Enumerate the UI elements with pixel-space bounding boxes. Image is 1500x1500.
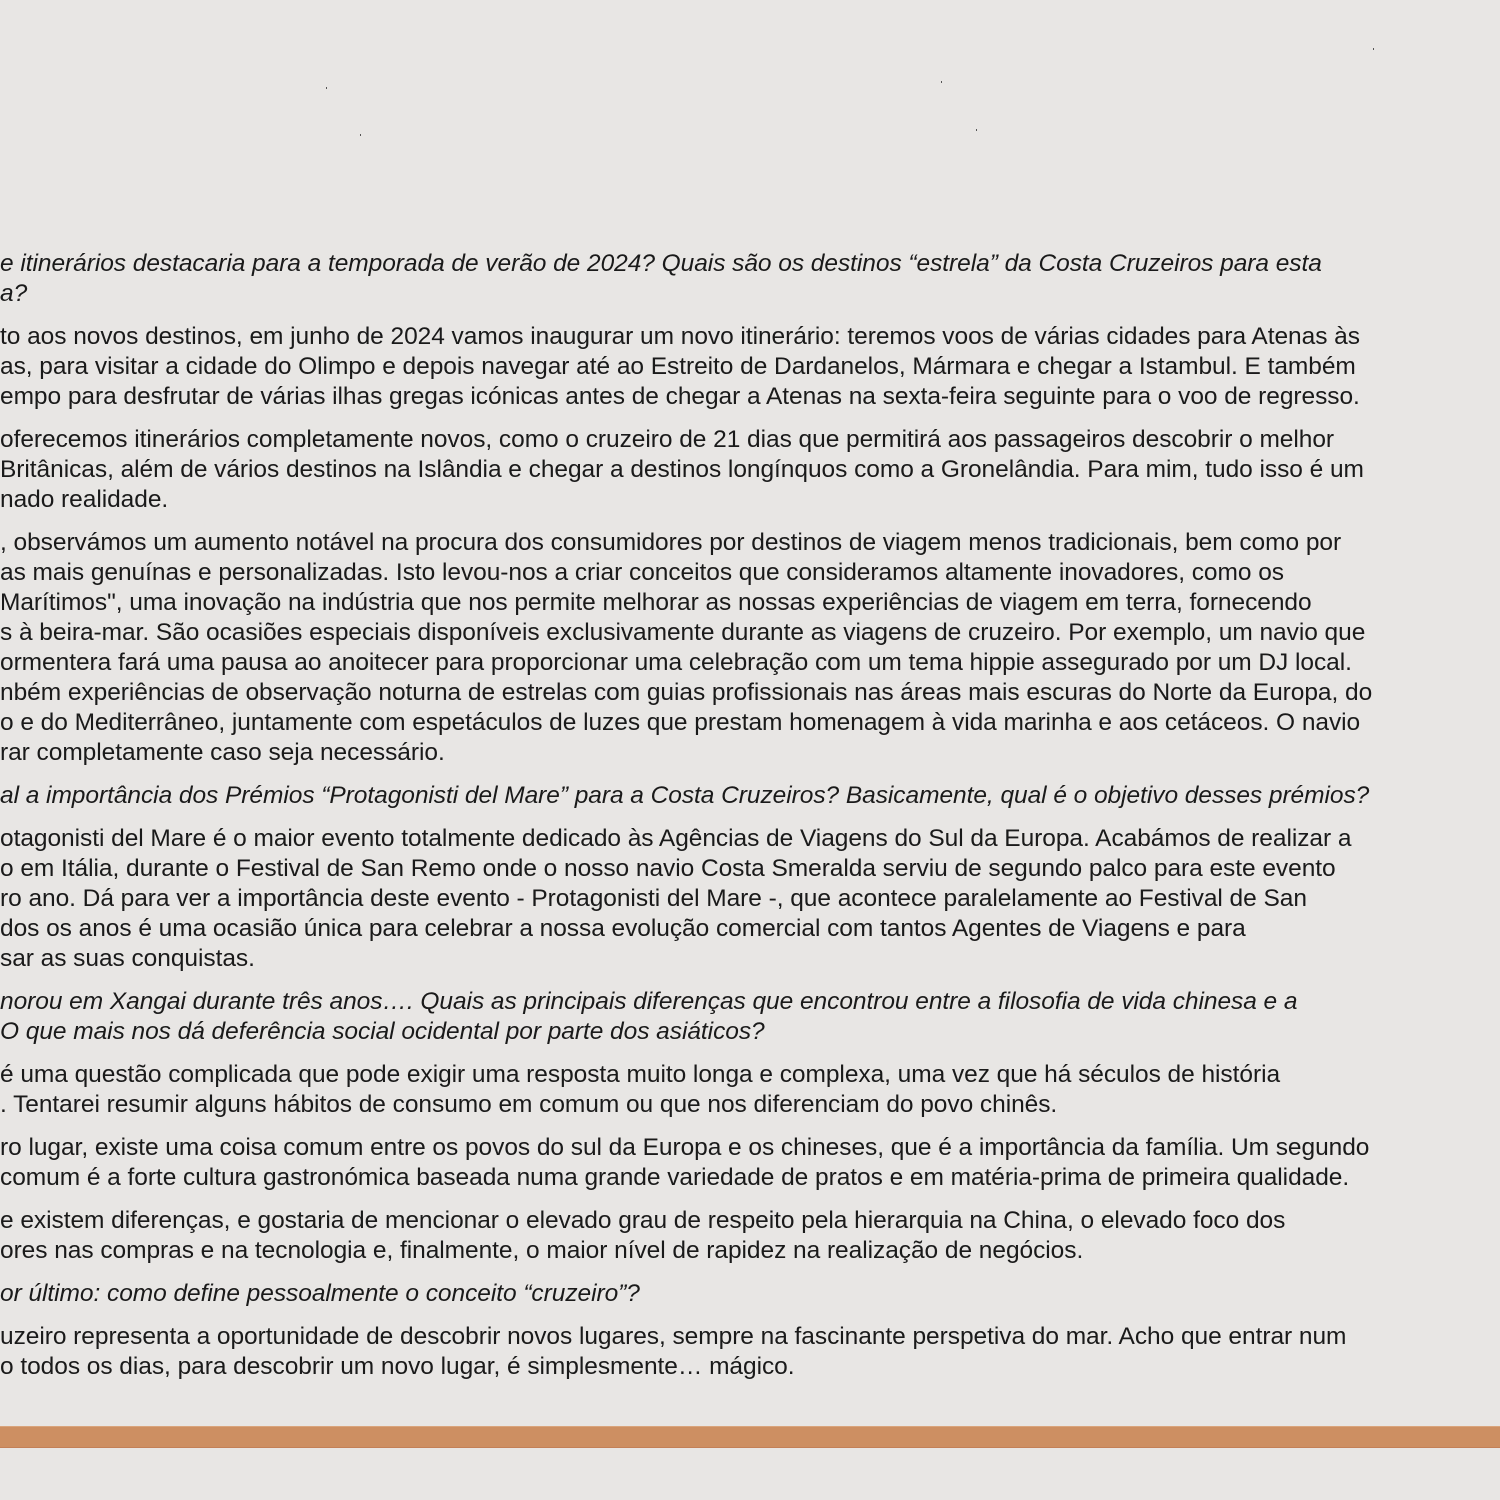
text-line: O que mais nos dá deferência social ocidental por parte dos asiáticos? bbox=[0, 1018, 765, 1045]
text-line: é uma questão complicada que pode exigir uma resposta muito longa e complexa, uma vez que há séculos de história bbox=[0, 1061, 1281, 1088]
question-paragraph bbox=[0, 781, 1500, 811]
answer-paragraph bbox=[0, 425, 1500, 515]
answer-paragraph bbox=[0, 528, 1500, 768]
text-line: norou em Xangai durante três anos…. Quais as principais diferenças que encontrou entre a filosofia de vida chinesa e a bbox=[0, 988, 1298, 1015]
text-line: o todos os dias, para descobrir um novo lugar, é simplesmente… mágico. bbox=[0, 1353, 795, 1380]
text-line: o em Itália, durante o Festival de San Remo onde o nosso navio Costa Smeralda serviu de segundo palco para este evento bbox=[0, 855, 1336, 882]
text-line: , observámos um aumento notável na procura dos consumidores por destinos de viagem menos tradicionais, bem como por bbox=[0, 529, 1342, 556]
scan-speck bbox=[360, 134, 361, 136]
text-line: sar as suas conquistas. bbox=[0, 945, 255, 972]
answer-paragraph bbox=[0, 1322, 1500, 1382]
text-line: . Tentarei resumir alguns hábitos de consumo em comum ou que nos diferenciam do povo chinês. bbox=[0, 1091, 1058, 1118]
text-line: or último: como define pessoalmente o conceito “cruzeiro”? bbox=[0, 1280, 640, 1307]
text-line: as, para visitar a cidade do Olimpo e depois navegar até ao Estreito de Dardanelos, Mármara e chegar a Istambul. E também bbox=[0, 353, 1356, 380]
text-line: ro ano. Dá para ver a importância deste evento - Protagonisti del Mare -, que acontece paralelamente ao Festival de San bbox=[0, 885, 1307, 912]
text-line: to aos novos destinos, em junho de 2024 vamos inaugurar um novo itinerário: teremos voos de várias cidades para Atenas às bbox=[0, 323, 1360, 350]
question-paragraph bbox=[0, 249, 1500, 309]
answer-paragraph bbox=[0, 1060, 1500, 1120]
text-line: ores nas compras e na tecnologia e, finalmente, o maior nível de rapidez na realização de negócios. bbox=[0, 1237, 1084, 1264]
text-line: as mais genuínas e personalizadas. Isto levou-nos a criar conceitos que consideramos altamente inovadores, como os bbox=[0, 559, 1284, 586]
text-line: ro lugar, existe uma coisa comum entre os povos do sul da Europa e os chineses, que é a importância da família. Um segundo bbox=[0, 1134, 1370, 1161]
answer-paragraph bbox=[0, 824, 1500, 974]
text-line: e existem diferenças, e gostaria de mencionar o elevado grau de respeito pela hierarquia na China, o elevado foco dos bbox=[0, 1207, 1286, 1234]
scan-speck bbox=[976, 129, 977, 131]
text-line: otagonisti del Mare é o maior evento totalmente dedicado às Agências de Viagens do Sul da Europa. Acabámos de realizar a bbox=[0, 825, 1352, 852]
text-line: Marítimos", uma inovação na indústria que nos permite melhorar as nossas experiências de viagem em terra, fornecendo bbox=[0, 589, 1312, 616]
answer-paragraph bbox=[0, 322, 1500, 412]
text-line: rar completamente caso seja necessário. bbox=[0, 739, 445, 766]
text-line: a? bbox=[0, 280, 28, 307]
answer-paragraph bbox=[0, 1133, 1500, 1193]
text-line: nbém experiências de observação noturna de estrelas com guias profissionais nas áreas mais escuras do Norte da Europa, do bbox=[0, 679, 1373, 706]
scan-speck bbox=[326, 87, 327, 89]
text-line: nado realidade. bbox=[0, 486, 169, 513]
text-line: al a importância dos Prémios “Protagonisti del Mare” para a Costa Cruzeiros? Basicamente, qual é o objetivo desses prémios? bbox=[0, 782, 1370, 809]
scan-speck bbox=[941, 81, 942, 83]
text-line: o e do Mediterrâneo, juntamente com espetáculos de luzes que prestam homenagem à vida marinha e aos cetáceos. O navio bbox=[0, 709, 1361, 736]
text-line: empo para desfrutar de várias ilhas gregas icónicas antes de chegar a Atenas na sexta-feira seguinte para o voo de regresso. bbox=[0, 383, 1360, 410]
text-line: Britânicas, além de vários destinos na Islândia e chegar a destinos longínquos como a Gronelândia. Para mim, tudo isso é um bbox=[0, 456, 1364, 483]
text-line: comum é a forte cultura gastronómica baseada numa grande variedade de pratos e em matéria-prima de primeira qualidade. bbox=[0, 1164, 1350, 1191]
question-paragraph bbox=[0, 987, 1500, 1047]
text-line: ormentera fará uma pausa ao anoitecer para proporcionar uma celebração com um tema hippie assegurado por um DJ local. bbox=[0, 649, 1352, 676]
text-line: e itinerários destacaria para a temporada de verão de 2024? Quais são os destinos “estrela” da Costa Cruzeiros para esta bbox=[0, 250, 1322, 277]
text-line: oferecemos itinerários completamente novos, como o cruzeiro de 21 dias que permitirá aos passageiros descobrir o melhor bbox=[0, 426, 1335, 453]
text-line: dos os anos é uma ocasião única para celebrar a nossa evolução comercial com tantos Agentes de Viagens e para bbox=[0, 915, 1246, 942]
scan-speck bbox=[1373, 48, 1374, 50]
text-line: s à beira-mar. São ocasiões especiais disponíveis exclusivamente durante as viagens de cruzeiro. Por exemplo, um navio que bbox=[0, 619, 1366, 646]
text-line: uzeiro representa a oportunidade de descobrir novos lugares, sempre na fascinante perspetiva do mar. Acho que entrar num bbox=[0, 1323, 1347, 1350]
question-paragraph bbox=[0, 1279, 1500, 1309]
interview-article bbox=[0, 249, 1500, 1395]
answer-paragraph bbox=[0, 1206, 1500, 1266]
footer-divider-bar bbox=[0, 1426, 1500, 1448]
